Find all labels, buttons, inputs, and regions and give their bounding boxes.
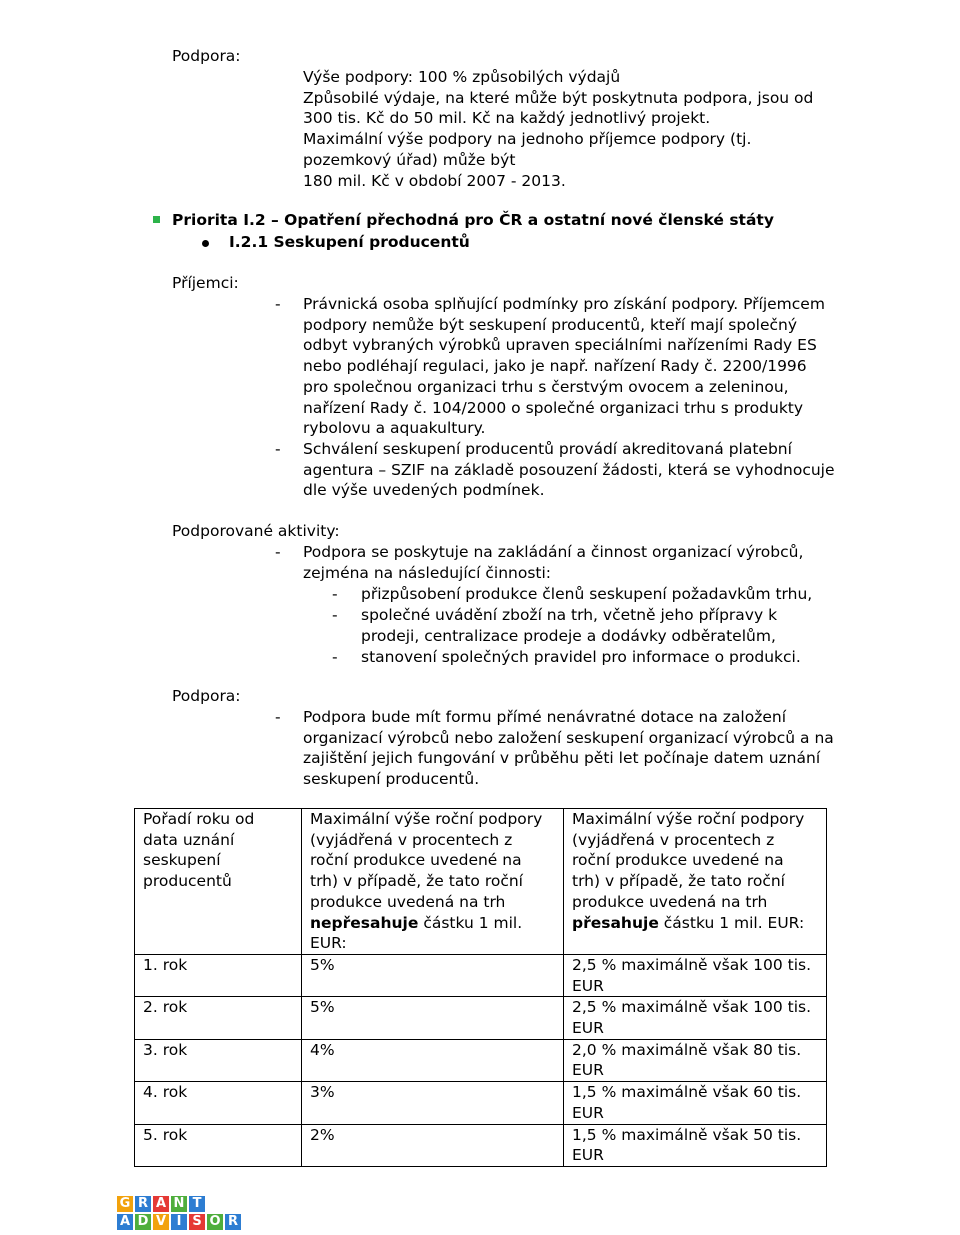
recipients-line: agentura – SZIF na základě posouzení žádosti, která se vyhodnocuje	[303, 460, 835, 479]
dash-marker: -	[332, 585, 338, 603]
table-row	[135, 1039, 827, 1081]
table-cell-over: 2,5 % maximálně však 100 tis. EUR	[564, 997, 827, 1039]
logo-letter: O	[207, 1214, 223, 1230]
recipients-label: Příjemci:	[172, 274, 239, 292]
support-form-label: Podpora:	[172, 687, 241, 705]
recipients-line: dle výše uvedených podmínek.	[303, 481, 545, 500]
activities-line: Podpora se poskytuje na zakládání a činnost organizací výrobců,	[303, 543, 804, 561]
support-form-line: seskupení producentů.	[303, 770, 480, 789]
dash-marker: -	[275, 543, 281, 561]
support-line: Výše podpory: 100 % způsobilých výdajů	[303, 68, 621, 86]
activities-subitem-text: stanovení společných pravidel pro informace o produkci.	[361, 648, 801, 666]
table-cell-percent: 5%	[302, 997, 564, 1039]
table-cell-year: 1. rok	[135, 954, 302, 996]
logo-letter: D	[135, 1214, 151, 1230]
activities-subitem-line: společné uvádění zboží na trh, včetně jeho přípravy k	[361, 606, 778, 624]
recipients-line: pro společnou organizaci trhu s čerstvým ovocem a zeleninou,	[303, 377, 789, 396]
logo-letter: A	[117, 1214, 133, 1230]
recipients-line: Schválení seskupení producentů provádí akreditovaná platební	[303, 440, 792, 458]
support-form-line: zajištění jejich fungování v průběhu pěti let počínaje datem uznání	[303, 749, 821, 768]
green-square-bullet-icon	[153, 216, 160, 223]
priority-subheading: I.2.1 Seskupení producentů	[229, 233, 470, 251]
table-cell-over: 1,5 % maximálně však 60 tis. EUR	[564, 1082, 827, 1124]
logo-letter: S	[189, 1214, 205, 1230]
activities-line: zejména na následující činnosti:	[303, 563, 552, 582]
logo-row-grant	[117, 1196, 241, 1212]
table-cell-percent: 5%	[302, 954, 564, 996]
table-cell-year: 4. rok	[135, 1082, 302, 1124]
table-cell-percent: 3%	[302, 1082, 564, 1124]
table-header-cell: Pořadí roku od data uznání seskupení producentů	[135, 809, 302, 955]
recipients-line: odbyt vybraných výrobků upraven speciálními nařízeními Rady ES	[303, 336, 817, 355]
logo-row-advisor	[117, 1214, 241, 1230]
recipients-line: podpory nemůže být seskupení producentů, kteří mají společný	[303, 315, 798, 334]
support-line: 180 mil. Kč v období 2007 - 2013.	[303, 171, 566, 190]
table-header-cell: Maximální výše roční podpory (vyjádřená v procentech z roční produkce uvedené na trh) v případě, že tato roční produkce uvedená na trh nepřesahuje částku 1 mil. EUR:	[302, 809, 564, 955]
grant-advisor-logo	[117, 1196, 241, 1232]
table-cell-year: 3. rok	[135, 1039, 302, 1081]
support-rate-table	[134, 808, 827, 1167]
logo-letter: R	[135, 1196, 151, 1212]
logo-letter: T	[189, 1196, 205, 1212]
dash-marker: -	[275, 708, 281, 726]
recipients-line: rybolovu a aquakultury.	[303, 419, 486, 438]
logo-letter: G	[117, 1196, 133, 1212]
support-form-line: Podpora bude mít formu přímé nenávratné dotace na založení	[303, 708, 787, 726]
logo-letter: R	[225, 1214, 241, 1230]
emphasis-not-exceeding: nepřesahuje	[310, 913, 419, 932]
table-row	[135, 997, 827, 1039]
table-header-cell: Maximální výše roční podpory (vyjádřená v procentech z roční produkce uvedené na trh) v případě, že tato roční produkce uvedená na trh přesahuje částku 1 mil. EUR:	[564, 809, 827, 955]
dash-marker: -	[275, 440, 281, 458]
emphasis-exceeding: přesahuje	[572, 913, 659, 932]
table-cell-percent: 2%	[302, 1124, 564, 1166]
support-line: 300 tis. Kč do 50 mil. Kč na každý jednotlivý projekt.	[303, 109, 711, 128]
table-cell-over: 2,5 % maximálně však 100 tis. EUR	[564, 954, 827, 996]
table-cell-year: 5. rok	[135, 1124, 302, 1166]
table-row	[135, 954, 827, 996]
logo-letter: I	[171, 1214, 187, 1230]
dash-marker: -	[275, 295, 281, 313]
recipients-line: nebo podléhají regulaci, jako je např. nařízení Rady č. 2200/1996	[303, 357, 807, 376]
dash-marker: -	[332, 606, 338, 624]
table-cell-percent: 4%	[302, 1039, 564, 1081]
support-label: Podpora:	[172, 47, 241, 65]
activities-label: Podporované aktivity:	[172, 522, 340, 540]
table-header-row	[135, 809, 827, 955]
round-bullet-icon	[202, 240, 209, 247]
recipients-line: nařízení Rady č. 104/2000 o společné organizaci trhu s produkty	[303, 398, 804, 417]
table-row	[135, 1082, 827, 1124]
logo-letter: V	[153, 1214, 169, 1230]
support-line: pozemkový úřad) může být	[303, 150, 516, 169]
logo-letter: N	[171, 1196, 187, 1212]
activities-subitem-text: přizpůsobení produkce členů seskupení požadavkům trhu,	[361, 585, 813, 603]
support-line: Maximální výše podpory na jednoho příjemce podpory (tj.	[303, 130, 752, 149]
priority-heading: Priorita I.2 – Opatření přechodná pro ČR a ostatní nové členské státy	[172, 211, 774, 229]
support-text-block	[303, 67, 813, 191]
activities-subitem-line: prodeji, centralizace prodeje a dodávky odběratelům,	[361, 626, 776, 645]
recipients-line: Právnická osoba splňující podmínky pro získání podpory. Příjemcem	[303, 295, 825, 313]
table-row	[135, 1124, 827, 1166]
logo-letter: A	[153, 1196, 169, 1212]
support-line: Způsobilé výdaje, na které může být poskytnuta podpora, jsou od	[303, 88, 814, 107]
table-cell-over: 1,5 % maximálně však 50 tis. EUR	[564, 1124, 827, 1166]
dash-marker: -	[332, 648, 338, 666]
support-form-line: organizací výrobců nebo založení seskupení organizací výrobců a na	[303, 728, 834, 747]
table-cell-over: 2,0 % maximálně však 80 tis. EUR	[564, 1039, 827, 1081]
table-cell-year: 2. rok	[135, 997, 302, 1039]
